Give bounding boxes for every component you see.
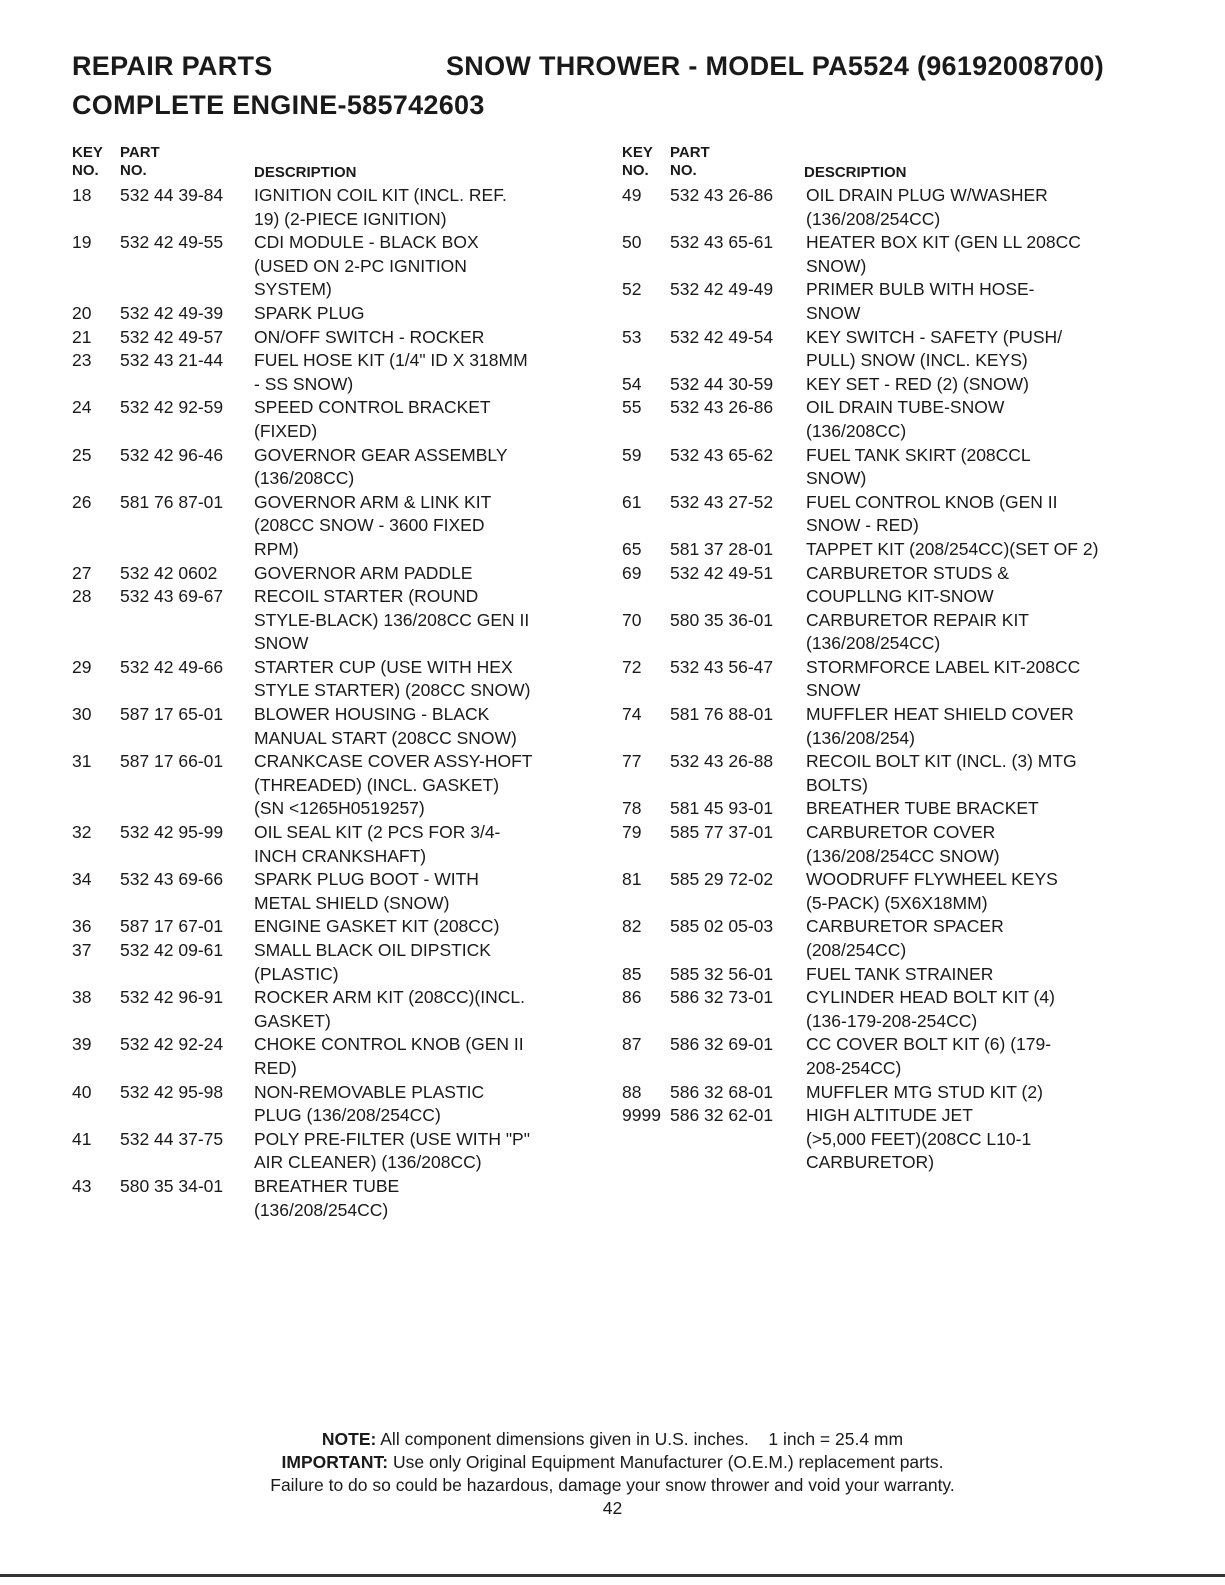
table-row xyxy=(622,750,1162,797)
footer-warning: Failure to do so could be hazardous, damage your snow thrower and void your warranty. xyxy=(270,1475,955,1495)
col-header-key-no: KEY NO. xyxy=(622,144,653,179)
part-description: BREATHER TUBE BRACKET xyxy=(806,798,1039,819)
part-description: FUEL CONTROL KNOB (GEN II SNOW - RED) xyxy=(806,491,1058,536)
key-number: 21 xyxy=(72,326,92,347)
part-description: BLOWER HOUSING - BLACK MANUAL START (208CC SNOW) xyxy=(254,704,517,748)
part-number: 586 32 73-01 xyxy=(670,987,774,1008)
col-header-part-no: PART NO. xyxy=(120,144,160,179)
part-number: 532 42 92-24 xyxy=(120,1034,224,1055)
part-description: STARTER CUP (USE WITH HEX STYLE STARTER) (208CC SNOW) xyxy=(254,656,531,701)
header-title-left: REPAIR PARTS xyxy=(72,51,273,81)
part-description: ROCKER ARM KIT (208CC)(INCL. GASKET) xyxy=(254,987,525,1031)
part-description: RECOIL BOLT KIT (INCL. (3) MTG BOLTS) xyxy=(806,751,1077,795)
part-number: 581 76 87-01 xyxy=(120,491,224,512)
column-headers-right xyxy=(622,144,1162,184)
part-description: ON/OFF SWITCH - ROCKER xyxy=(254,326,485,347)
key-number: 43 xyxy=(72,1175,92,1196)
key-number: 54 xyxy=(622,373,642,394)
key-number: 55 xyxy=(622,397,642,418)
table-row xyxy=(72,562,592,586)
part-description: MUFFLER HEAT SHIELD COVER (136/208/254) xyxy=(806,704,1074,748)
table-row xyxy=(622,538,1162,562)
key-number: 77 xyxy=(622,751,642,772)
part-number: 532 43 26-86 xyxy=(670,397,774,418)
part-number: 532 43 65-61 xyxy=(670,232,774,253)
footer-important xyxy=(0,1451,1225,1474)
col-header-description: DESCRIPTION xyxy=(804,164,907,181)
key-number: 24 xyxy=(72,397,92,418)
part-description: IGNITION COIL KIT (INCL. REF. 19) (2-PIECE IGNITION) xyxy=(254,185,507,229)
key-number: 50 xyxy=(622,232,642,253)
table-row xyxy=(622,609,1162,656)
part-number: 532 42 49-57 xyxy=(120,326,224,347)
key-number: 61 xyxy=(622,491,642,512)
table-row xyxy=(622,373,1162,397)
col-header-key-no: KEY NO. xyxy=(72,144,103,179)
part-description: SPEED CONTROL BRACKET (FIXED) xyxy=(254,397,491,441)
part-description: FUEL HOSE KIT (1/4" ID X 318MM - SS SNOW) xyxy=(254,350,528,394)
table-row xyxy=(72,231,592,302)
key-number: 34 xyxy=(72,869,92,890)
part-description: CARBURETOR COVER (136/208/254CC SNOW) xyxy=(806,822,1000,866)
key-number: 85 xyxy=(622,963,642,984)
key-number: 25 xyxy=(72,444,92,465)
part-description: GOVERNOR ARM PADDLE xyxy=(254,562,473,583)
key-number: 74 xyxy=(622,704,642,725)
table-row xyxy=(622,231,1162,278)
part-number: 532 42 0602 xyxy=(120,562,218,583)
key-number: 20 xyxy=(72,302,92,323)
header-subtitle: COMPLETE ENGINE-585742603 xyxy=(72,90,485,120)
table-row xyxy=(72,349,592,396)
part-number: 581 76 88-01 xyxy=(670,704,774,725)
table-row xyxy=(622,1104,1162,1175)
table-row xyxy=(72,396,592,443)
part-number: 532 42 09-61 xyxy=(120,940,224,960)
part-number: 532 43 56-47 xyxy=(670,656,774,677)
part-description: MUFFLER MTG STUD KIT (2) xyxy=(806,1081,1043,1102)
part-number: 532 42 49-51 xyxy=(670,562,774,583)
part-description: SPARK PLUG BOOT - WITH METAL SHIELD (SNOW) xyxy=(254,869,479,913)
parts-table-right xyxy=(622,144,1162,1175)
part-number: 532 42 49-55 xyxy=(120,232,224,253)
key-number: 52 xyxy=(622,279,642,300)
table-row xyxy=(622,915,1162,962)
table-row xyxy=(72,302,592,326)
table-row xyxy=(72,1081,592,1128)
parts-table-left xyxy=(72,144,592,1222)
part-number: 532 43 27-52 xyxy=(670,491,774,512)
table-row xyxy=(622,1033,1162,1080)
part-number: 586 32 69-01 xyxy=(670,1034,774,1055)
key-number: 37 xyxy=(72,940,92,960)
key-number: 23 xyxy=(72,350,92,371)
part-description: CHOKE CONTROL KNOB (GEN II RED) xyxy=(254,1034,524,1078)
key-number: 27 xyxy=(72,562,92,583)
part-description: KEY SET - RED (2) (SNOW) xyxy=(806,373,1029,394)
part-number: 585 77 37-01 xyxy=(670,822,774,843)
part-description: POLY PRE-FILTER (USE WITH "P" AIR CLEANER) (136/208CC) xyxy=(254,1128,530,1173)
key-number: 53 xyxy=(622,326,642,347)
key-number: 82 xyxy=(622,916,642,937)
table-row xyxy=(622,1081,1162,1105)
part-number: 532 42 95-99 xyxy=(120,822,224,843)
part-number: 585 29 72-02 xyxy=(670,869,774,890)
col-header-description: DESCRIPTION xyxy=(254,164,357,181)
table-row xyxy=(72,491,592,562)
table-row xyxy=(622,444,1162,491)
key-number: 26 xyxy=(72,491,92,512)
part-number: 532 43 65-62 xyxy=(670,444,774,465)
key-number: 18 xyxy=(72,185,92,205)
key-number: 36 xyxy=(72,916,92,937)
key-number: 81 xyxy=(622,869,642,890)
table-row xyxy=(72,585,592,656)
key-number: 32 xyxy=(72,822,92,843)
key-number: 59 xyxy=(622,444,642,465)
part-number: 585 32 56-01 xyxy=(670,963,774,984)
part-number: 587 17 65-01 xyxy=(120,704,224,725)
table-row xyxy=(72,1033,592,1080)
important-text: Use only Original Equipment Manufacturer (O.E.M.) replacement parts. xyxy=(388,1452,944,1472)
key-number: 86 xyxy=(622,987,642,1008)
part-description: SMALL BLACK OIL DIPSTICK (PLASTIC) xyxy=(254,940,491,984)
key-number: 41 xyxy=(72,1128,92,1149)
part-description: CDI MODULE - BLACK BOX (USED ON 2-PC IGNITION SYSTEM) xyxy=(254,232,479,300)
part-description: BREATHER TUBE (136/208/254CC) xyxy=(254,1175,400,1220)
table-row xyxy=(622,868,1162,915)
part-description: OIL DRAIN PLUG W/WASHER (136/208/254CC) xyxy=(806,185,1048,229)
table-row xyxy=(622,963,1162,987)
table-row xyxy=(622,491,1162,538)
part-number: 532 42 96-46 xyxy=(120,444,224,465)
table-row xyxy=(622,656,1162,703)
part-number: 532 43 26-88 xyxy=(670,751,774,772)
part-description: PRIMER BULB WITH HOSE- SNOW xyxy=(806,279,1035,323)
table-row xyxy=(72,703,592,750)
rows-left xyxy=(72,184,592,1222)
key-number: 78 xyxy=(622,798,642,819)
table-row xyxy=(622,184,1162,231)
table-row xyxy=(72,1128,592,1175)
table-row xyxy=(72,1175,592,1222)
table-row xyxy=(622,821,1162,868)
part-number: 532 44 30-59 xyxy=(670,373,774,394)
part-description: GOVERNOR GEAR ASSEMBLY (136/208CC) xyxy=(254,444,508,489)
part-number: 586 32 68-01 xyxy=(670,1081,774,1102)
table-row xyxy=(622,797,1162,821)
key-number: 28 xyxy=(72,586,92,607)
part-number: 532 42 92-59 xyxy=(120,397,224,418)
key-number: 31 xyxy=(72,751,92,772)
part-description: HIGH ALTITUDE JET (>5,000 FEET)(208CC L10-1 CARBURETOR) xyxy=(806,1105,1032,1173)
key-number: 79 xyxy=(622,822,642,843)
part-number: 581 37 28-01 xyxy=(670,538,774,559)
part-number: 587 17 67-01 xyxy=(120,916,224,937)
page-number: 42 xyxy=(602,1498,623,1518)
key-number: 87 xyxy=(622,1034,642,1055)
key-number: 30 xyxy=(72,704,92,725)
part-description: HEATER BOX KIT (GEN LL 208CC SNOW) xyxy=(806,232,1081,276)
part-description: CARBURETOR SPACER (208/254CC) xyxy=(806,916,1004,960)
part-description: CARBURETOR STUDS & COUPLLNG KIT-SNOW xyxy=(806,562,1009,607)
part-description: CC COVER BOLT KIT (6) (179- 208-254CC) xyxy=(806,1034,1052,1078)
key-number: 9999 xyxy=(622,1105,661,1126)
table-row xyxy=(72,750,592,821)
part-number: 581 45 93-01 xyxy=(670,798,774,819)
part-description: WOODRUFF FLYWHEEL KEYS (5-PACK) (5X6X18MM) xyxy=(806,869,1058,913)
header-title-right: SNOW THROWER - MODEL PA5524 (96192008700) xyxy=(446,51,1105,81)
part-description: CYLINDER HEAD BOLT KIT (4) (136-179-208-254CC) xyxy=(806,987,1055,1031)
part-description: KEY SWITCH - SAFETY (PUSH/ PULL) SNOW (INCL. KEYS) xyxy=(806,326,1063,371)
table-row xyxy=(622,703,1162,750)
part-number: 587 17 66-01 xyxy=(120,751,224,772)
part-number: 532 42 96-91 xyxy=(120,987,224,1008)
part-description: FUEL TANK STRAINER xyxy=(806,963,994,984)
part-description: FUEL TANK SKIRT (208CCL SNOW) xyxy=(806,444,1031,489)
footer-note xyxy=(0,1428,1225,1451)
key-number: 69 xyxy=(622,562,642,583)
table-row xyxy=(72,184,592,231)
table-row xyxy=(622,278,1162,325)
part-number: 532 42 95-98 xyxy=(120,1081,224,1102)
key-number: 40 xyxy=(72,1081,92,1102)
table-row xyxy=(72,821,592,868)
key-number: 49 xyxy=(622,185,642,205)
table-row xyxy=(622,986,1162,1033)
part-description: NON-REMOVABLE PLASTIC PLUG (136/208/254CC) xyxy=(254,1081,485,1126)
part-description: GOVERNOR ARM & LINK KIT (208CC SNOW - 3600 FIXED RPM) xyxy=(254,491,492,559)
part-description: SPARK PLUG xyxy=(254,302,365,323)
table-row xyxy=(622,396,1162,443)
key-number: 72 xyxy=(622,656,642,677)
key-number: 39 xyxy=(72,1034,92,1055)
part-number: 532 42 49-39 xyxy=(120,302,224,323)
table-row xyxy=(622,562,1162,609)
part-number: 586 32 62-01 xyxy=(670,1105,774,1126)
table-row xyxy=(72,326,592,350)
table-row xyxy=(72,939,592,986)
key-number: 38 xyxy=(72,987,92,1008)
col-header-part-no: PART NO. xyxy=(670,144,710,179)
part-description: RECOIL STARTER (ROUND STYLE-BLACK) 136/208CC GEN II SNOW xyxy=(254,586,530,654)
part-number: 532 43 69-67 xyxy=(120,586,224,607)
part-number: 580 35 36-01 xyxy=(670,609,774,630)
table-row xyxy=(72,656,592,703)
part-description: OIL DRAIN TUBE-SNOW (136/208CC) xyxy=(806,397,1005,441)
part-number: 532 43 69-66 xyxy=(120,869,224,890)
part-number: 532 42 49-49 xyxy=(670,279,774,300)
key-number: 29 xyxy=(72,656,92,677)
table-row xyxy=(72,915,592,939)
column-headers-left xyxy=(72,144,592,184)
important-label: IMPORTANT: xyxy=(281,1452,389,1472)
part-number: 585 02 05-03 xyxy=(670,916,774,937)
part-number: 532 42 49-66 xyxy=(120,656,224,677)
note-text: All component dimensions given in U.S. inches. 1 inch = 25.4 mm xyxy=(376,1429,904,1449)
part-number: 580 35 34-01 xyxy=(120,1175,224,1196)
part-description: STORMFORCE LABEL KIT-208CC SNOW xyxy=(806,656,1081,701)
part-description: OIL SEAL KIT (2 PCS FOR 3/4- INCH CRANKSHAFT) xyxy=(254,822,501,866)
table-row xyxy=(72,868,592,915)
key-number: 88 xyxy=(622,1081,642,1102)
part-number: 532 44 37-75 xyxy=(120,1128,224,1149)
key-number: 19 xyxy=(72,232,92,253)
part-number: 532 42 49-54 xyxy=(670,326,774,347)
bottom-rule xyxy=(0,1574,1225,1577)
part-description: CARBURETOR REPAIR KIT (136/208/254CC) xyxy=(806,609,1029,654)
table-row xyxy=(72,986,592,1033)
part-description: TAPPET KIT (208/254CC)(SET OF 2) xyxy=(806,538,1099,559)
part-number: 532 43 21-44 xyxy=(120,350,224,371)
part-number: 532 44 39-84 xyxy=(120,185,224,205)
part-description: ENGINE GASKET KIT (208CC) xyxy=(254,916,500,937)
table-row xyxy=(72,444,592,491)
key-number: 70 xyxy=(622,609,642,630)
note-label: NOTE: xyxy=(321,1429,377,1449)
table-row xyxy=(622,326,1162,373)
part-number: 532 43 26-86 xyxy=(670,185,774,205)
rows-right xyxy=(622,184,1162,1175)
part-description: CRANKCASE COVER ASSY-HOFT (THREADED) (INCL. GASKET) (SN <1265H0519257) xyxy=(254,751,533,819)
key-number: 65 xyxy=(622,538,642,559)
